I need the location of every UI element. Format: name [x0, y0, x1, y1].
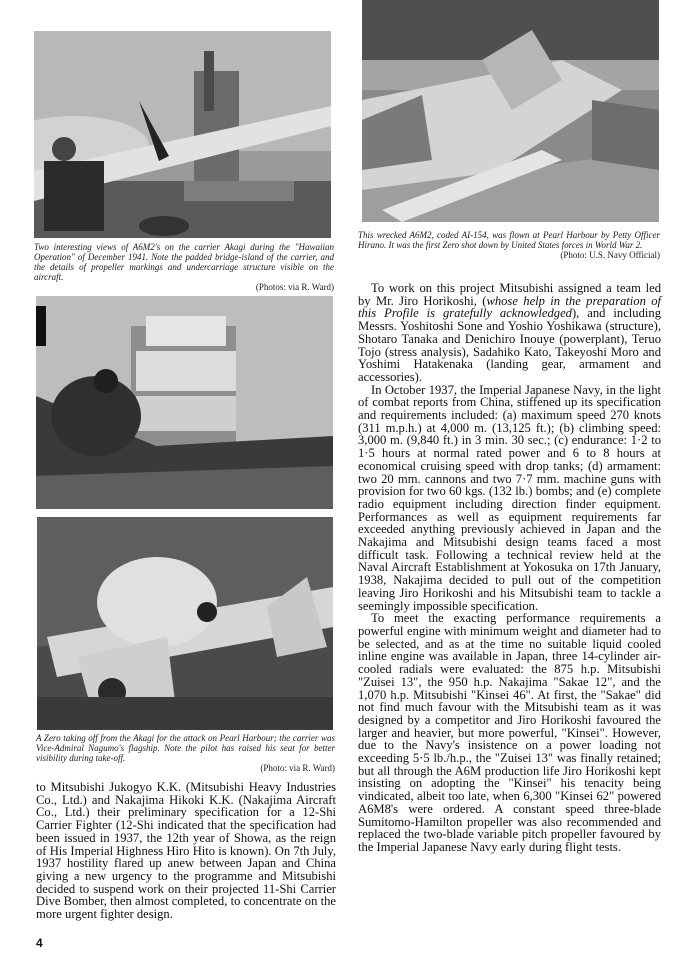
left-column-paragraph: to Mitsubishi Jukogyo K.K. (Mitsubishi Heavy Industries Co., Ltd.) and Nakajima Hikoki K.K. (Nakajima Aircraft Co., Ltd.) their preliminary specification for a 12-Shi Carrier Fighter (12-Shi indicated that the specification had been issued in 1937, the 12th year of Showa, as the reign of His Imperial Highness Hiro Hito is known). On 7th July, 1937 hostility flared up anew between Japan and China giving a new urgency to the programme and Mitsubishi decided to suspend work on their projected 11-Shi Carrier Dive Bomber, then almost completed, to concentrate on the more urgent fighter design.: [36, 780, 336, 922]
wrecked-a6m2-photo: [362, 0, 659, 222]
zero-on-carrier-deck-photo: [34, 31, 331, 238]
takeoff-caption-text: A Zero taking off from the Akagi for the attack on Pearl Harbour; the carrier was Vice-Admiral Nagumo's flagship. Note the pilot has raised his seat for better visibility during take-off.: [36, 733, 335, 763]
wreck-photo-credit: (Photo: U.S. Navy Official): [560, 250, 660, 260]
deck-views-photo-credit: (Photos: via R. Ward): [255, 282, 334, 292]
deck-views-caption-text: Two interesting views of A6M2's on the carrier Akagi during the "Hawaiian Operation" of December 1941. Note the padded bridge-island of the carrier, and the details of propeller markings and undercarriage structure visible on the aircraft.: [34, 242, 334, 282]
wreck-caption-text: This wrecked A6M2, coded AI-154, was flown at Pearl Harbour by Petty Officer Hirano. It was the first Zero shot down by United States forces in World War 2.: [358, 230, 660, 250]
right-column-paragraph-2: In October 1937, the Imperial Japanese Navy, in the light of combat reports from China, stiffened up its specification and requirements included: (a) maximum speed 270 knots (311 m.p.h.) at 4,000 m. (13,125 ft.); (b) climbing speed: 3,000 m. (9,840 ft.) in 3 min. 30 sec.; (c) endurance: 1·2 to 1·5 hours at normal rated power and 6 to 8 hours at economical cruising speed with drop tanks; (d) armament: two 20 mm. cannons and two 7·7 mm. machine guns with provision for two 60 kgs. (132 lb.) bombs; and (e) complete radio equipment including direction finder equipment. Performances as well as equipment requirements far exceeded anything previously achieved in Japan and the Nakajima and Mitsubishi design teams faced a most difficult task. Following a technical review held at the Naval Aircraft Establishment at Yokosuka on 17th January, 1938, Nakajima decided to pull out of the competition leaving Jiro Horikoshi and his Mitsubishi team to tackle a seemingly impossible specification.: [358, 382, 661, 613]
right-column-paragraph-1: [358, 282, 661, 384]
paragraph-1-part-c: ), and including Messrs. Yoshitoshi Sone and Yoshio Yoshikawa (structure), Shotaro Tanaka and Denichiro Inouye (powerplant), Teruo Tojo (stress analysis), Sadahiko Kato, Takeyoshi Moro and Yoshimi Hatakenaka (landing gear, armament and accessories).: [358, 306, 661, 384]
deck-views-caption: [34, 242, 334, 292]
page-number: 4: [36, 936, 43, 950]
left-column-text: [36, 781, 336, 921]
wreck-caption: [358, 230, 660, 260]
right-column-text: [358, 282, 661, 854]
takeoff-caption: [36, 733, 335, 773]
carrier-bridge-island-photo: [36, 296, 333, 509]
takeoff-photo-credit: (Photo: via R. Ward): [260, 763, 335, 773]
acknowledgement-text: whose help in the preparation of this Profile is gratefully acknowledged: [358, 293, 662, 321]
zero-taking-off-photo: [37, 517, 333, 730]
right-column-paragraph-3: To meet the exacting performance requirements a powerful engine with minimum weight and diameter had to be selected, and as at the time no suitable liquid cooled inline engine was available in Japan, three 14-cylinder air-cooled radials were evaluated: the 875 h.p. Mitsubishi "Zuisei 13", the 950 h.p. Nakajima "Sakae 12", and the 1,070 h.p. Mitsubishi "Kinsei 46". At first, the "Sakae" did not find much favour with the Mitsubishi team as it was designed by a competitor and Jiro Horikoshi favoured the larger and heavier, but more powerful, "Kinsei". However, due to the Navy's insistence on a power loading not exceeding 5·5 lb./h.p., the "Zuisei 13" was finally retained; but all through the A6M production life Jiro Horikoshi kept insisting on adopting the "Kinsei" his tenacity being vindicated, albeit too late, when 6,300 "Kinsei 62" powered A6M8's were ordered. A constant speed three-blade Sumitomo-Hamilton propeller was also recommended and replaced the two-blade variable pitch propeller favoured by the Imperial Japanese Navy early during flight tests.: [358, 611, 661, 854]
paragraph-1-part-a: To work on this project Mitsubishi assigned a team led by Mr. Jiro Horikoshi, (: [358, 281, 661, 308]
